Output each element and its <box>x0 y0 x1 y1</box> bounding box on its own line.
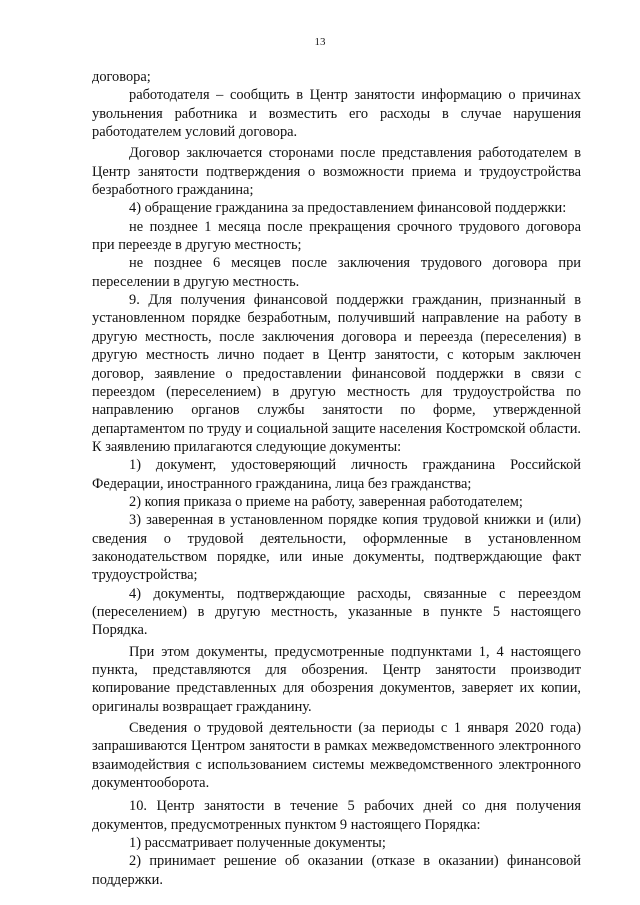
list-item: 4) документы, подтверждающие расходы, связанные с переездом (переселением) в другую местность, указанные в пункте 5 настоящего Порядка. <box>92 585 581 639</box>
paragraph: работодателя – сообщить в Центр занятости информацию о причинах увольнения работника и возместить его расходы в случае нарушения работодателем условий договора. <box>92 87 581 141</box>
list-item: 2) принимает решение об оказании (отказе в оказании) финансовой поддержки. <box>92 853 581 888</box>
document-body <box>92 68 581 889</box>
paragraph: Сведения о трудовой деятельности (за периоды с 1 января 2020 года) запрашиваются Центром занятости в рамках межведомственного электронного взаимодействия с использованием системы межведомственного электронного документооборота. <box>92 720 581 792</box>
paragraph: Договор заключается сторонами после представления работодателем в Центр занятости подтверждения о возможности приема и трудоустройства безработного гражданина; <box>92 145 581 199</box>
paragraph: договора; <box>92 69 151 85</box>
paragraph: не позднее 6 месяцев после заключения трудового договора при переселении в другую местность. <box>92 255 581 290</box>
page-number: 13 <box>314 36 326 48</box>
list-item: 1) документ, удостоверяющий личность гражданина Российской Федерации, иностранного гражданина, лица без гражданства; <box>92 457 581 492</box>
paragraph: 9. Для получения финансовой поддержки гражданин, признанный в установленном порядке безработным, получивший направление на работу в другую местность, после заключения договора и переезда (переселения) в другую местность лично подает в Центр занятости, с которым заключен договор, заявление о предоставлении финансовой поддержки в связи с переездом (переселением) в другую местность для трудоустройства по направлению органов службы занятости по форме, утвержденной департаментом по труду и социальной защите населения Костромской области. К заявлению прилагаются следующие документы: <box>92 292 581 455</box>
paragraph: При этом документы, предусмотренные подпунктами 1, 4 настоящего пункта, представляются для обозрения. Центр занятости производит копирование представленных для обозрения документов, заверяет их копии, оригиналы возвращает гражданину. <box>92 643 581 715</box>
list-item: 2) копия приказа о приеме на работу, заверенная работодателем; <box>129 493 523 510</box>
paragraph: 4) обращение гражданина за предоставлением финансовой поддержки: <box>129 200 567 217</box>
paragraph: 10. Центр занятости в течение 5 рабочих дней со дня получения документов, предусмотренных пунктом 9 настоящего Порядка: <box>92 798 581 833</box>
paragraph: не позднее 1 месяца после прекращения срочного трудового договора при переезде в другую местность; <box>92 218 581 254</box>
list-item: 3) заверенная в установленном порядке копия трудовой книжки и (или) сведения о трудовой деятельности, оформленные в установленном законодательством порядке, или иные документы, подтверждающие факт трудоустройства; <box>92 512 581 584</box>
list-item: 1) рассматривает полученные документы; <box>129 835 386 852</box>
